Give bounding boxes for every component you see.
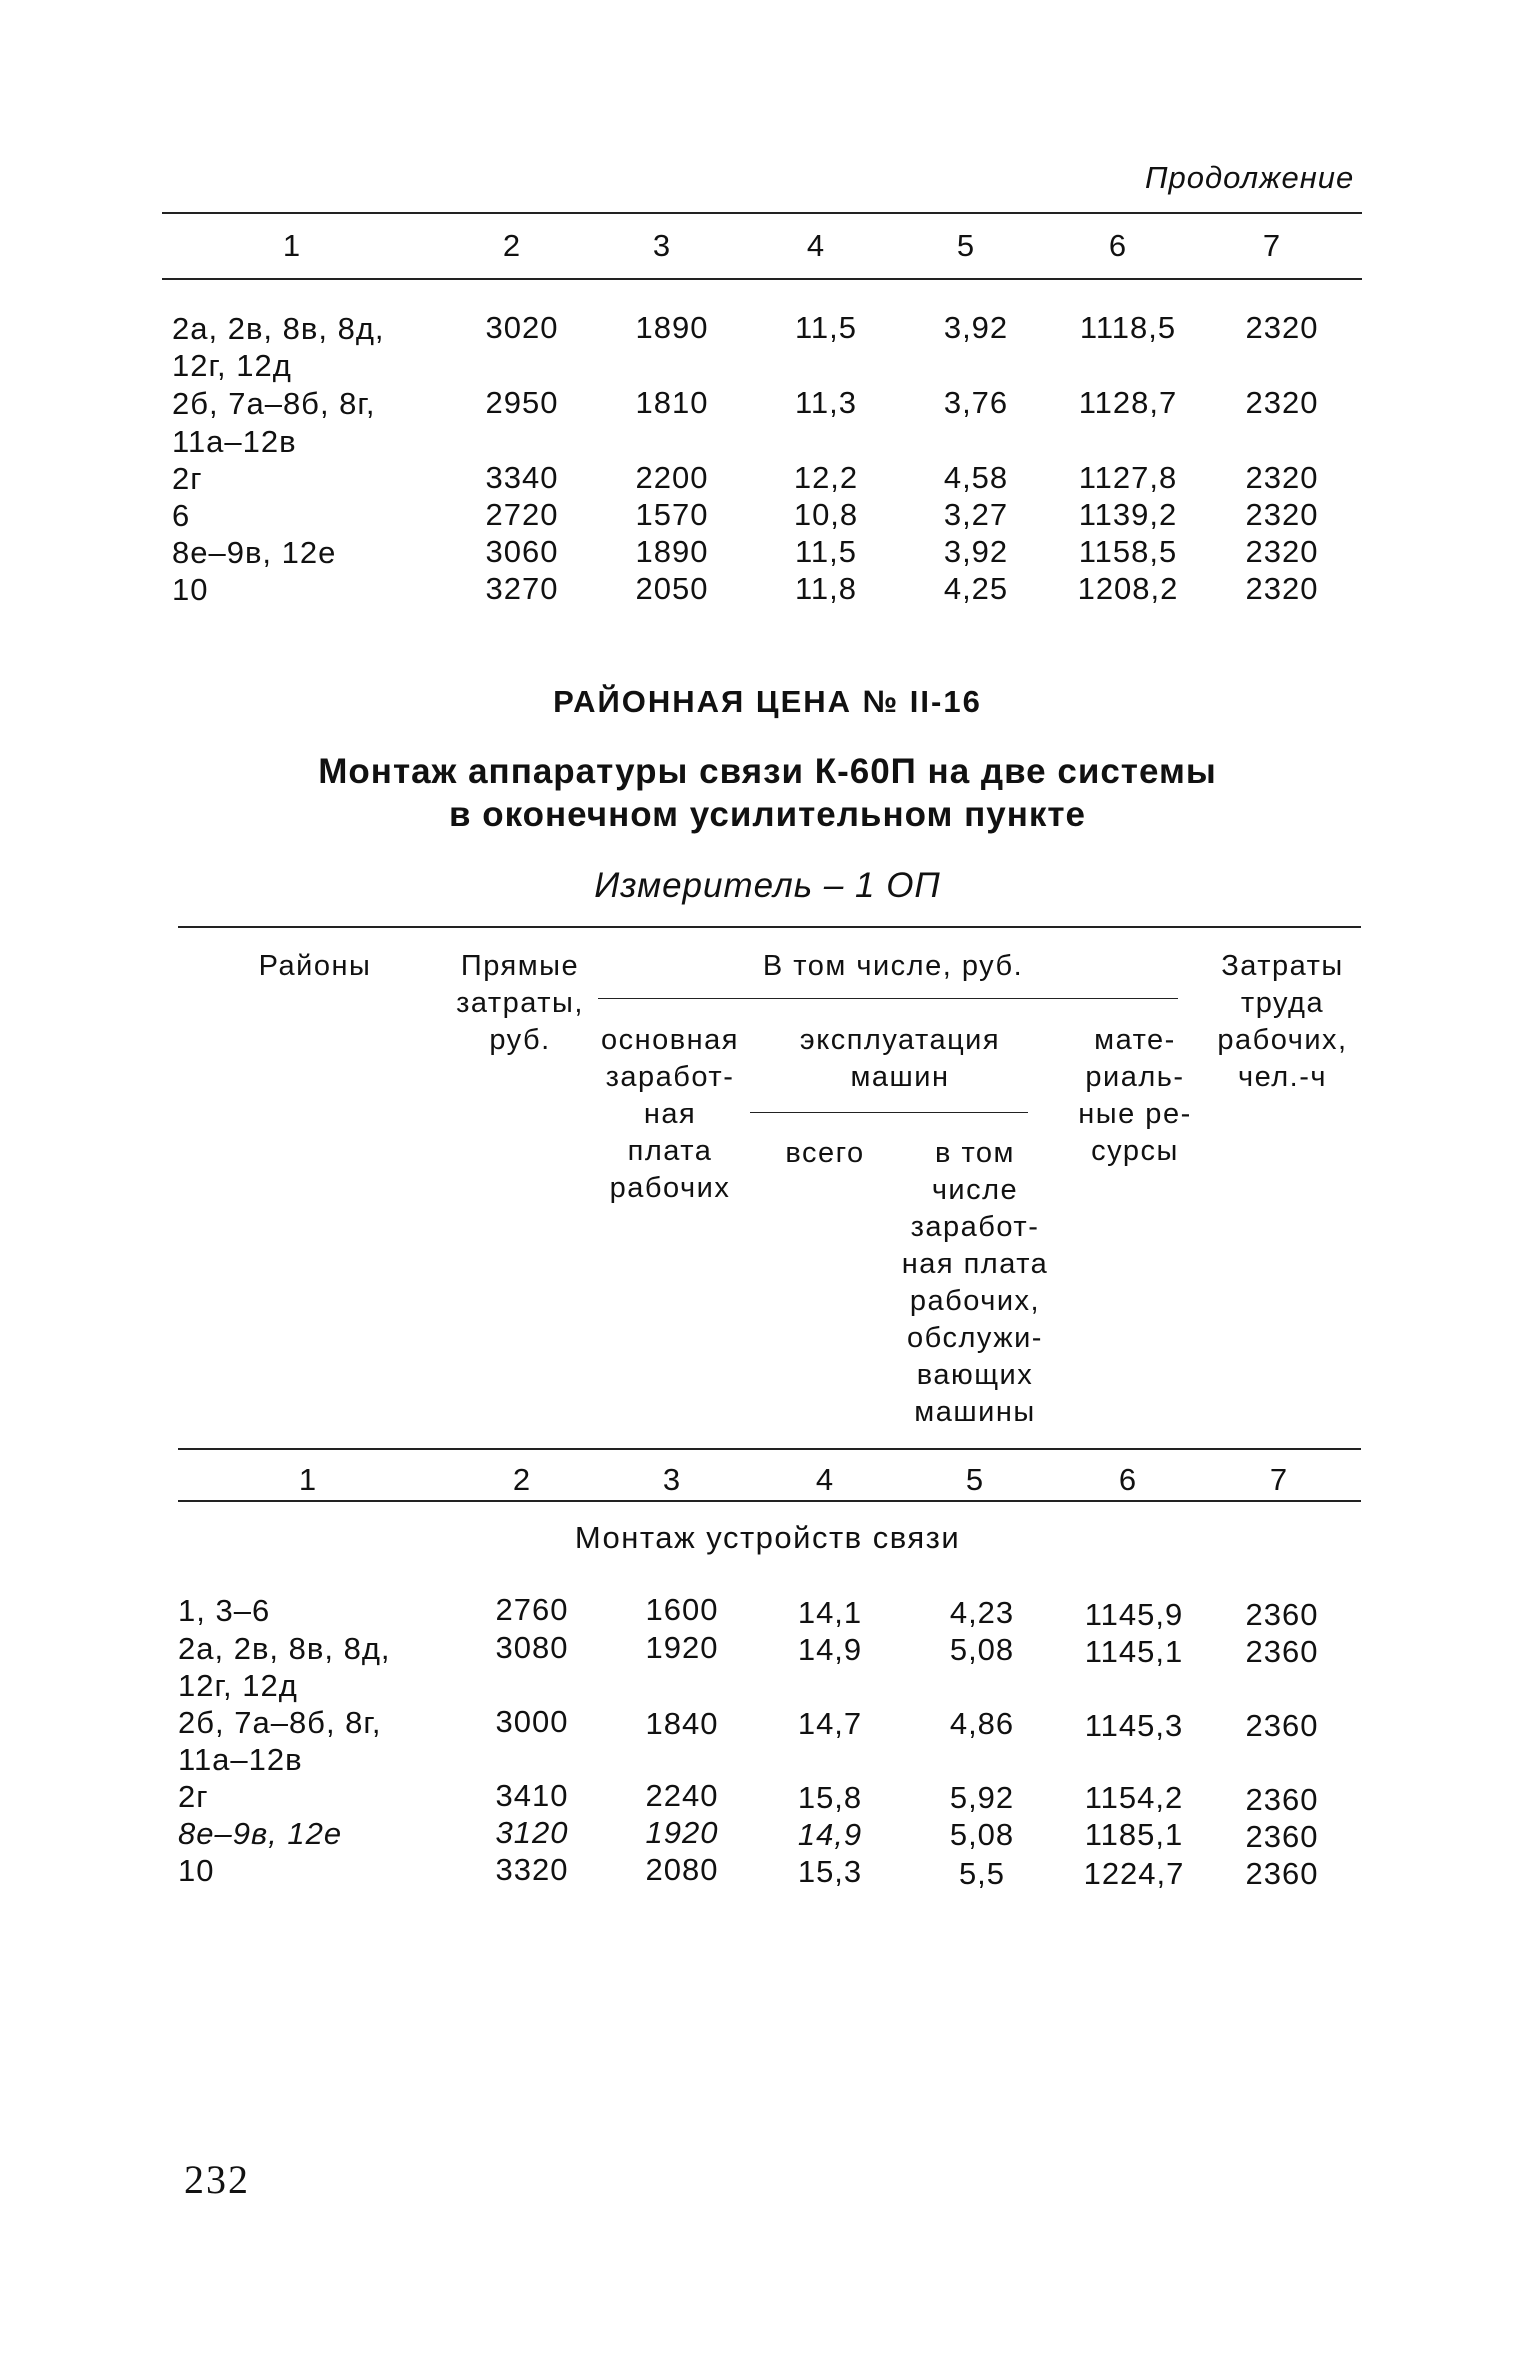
cell-labor: 2320 <box>1245 534 1319 569</box>
header-line: рабочих, <box>1217 1024 1348 1056</box>
row-region-line: 8е–9в, 12е <box>172 535 337 570</box>
cell-machines-total: 14,7 <box>797 1706 863 1741</box>
cell-machines-total: 15,8 <box>797 1780 863 1815</box>
cell-machines-wage: 5,5 <box>958 1856 1006 1891</box>
header-including: В том числе, руб. <box>762 950 1024 982</box>
row-region-line: 11а–12в <box>178 1742 303 1777</box>
row-region-line: 12г, 12д <box>172 348 292 383</box>
cell-base-wage: 1920 <box>645 1815 719 1850</box>
header-line: затраты, <box>456 987 584 1019</box>
bottom-table-rule-numbers <box>178 1500 1361 1502</box>
cell-labor: 2320 <box>1245 460 1319 495</box>
header-line: заработ- <box>605 1061 735 1093</box>
header-line: ная плата <box>901 1248 1049 1280</box>
cell-materials: 1118,5 <box>1079 310 1177 345</box>
cell-labor: 2360 <box>1245 1708 1319 1743</box>
cell-labor: 2360 <box>1245 1634 1319 1669</box>
header-line: руб. <box>489 1024 551 1056</box>
cell-materials: 1224,7 <box>1083 1856 1185 1891</box>
row-region-line: 2б, 7а–8б, 8г, <box>172 386 376 421</box>
top-table-rule-header <box>162 278 1362 280</box>
header-line: мате- <box>1094 1024 1176 1056</box>
top-col-num-1: 1 <box>282 228 302 263</box>
cell-labor: 2320 <box>1245 497 1319 532</box>
row-region-line: 2а, 2в, 8в, 8д, <box>178 1631 391 1666</box>
cell-machines-wage: 3,76 <box>943 385 1009 420</box>
header-line: сурсы <box>1091 1135 1179 1167</box>
bottom-col-num-5: 5 <box>965 1462 985 1497</box>
header-line: рабочих <box>609 1172 731 1204</box>
top-col-num-4: 4 <box>806 228 826 263</box>
row-region-line: 1, 3–6 <box>178 1593 271 1628</box>
cell-materials: 1127,8 <box>1078 460 1178 495</box>
cell-materials: 1185,1 <box>1084 1817 1184 1852</box>
header-rule-machines <box>750 1112 1028 1113</box>
cell-machines-wage: 5,08 <box>949 1817 1015 1852</box>
header-line: рабочих, <box>909 1285 1041 1317</box>
price-heading: РАЙОННАЯ ЦЕНА № II-16 <box>553 684 982 719</box>
cell-direct-costs: 3120 <box>495 1815 569 1850</box>
header-line: вающих <box>916 1359 1034 1391</box>
row-region-line: 10 <box>172 572 209 607</box>
header-line: числе <box>931 1174 1019 1206</box>
row-region-line: 2г <box>172 461 203 496</box>
bottom-col-num-7: 7 <box>1269 1462 1289 1497</box>
bottom-col-num-1: 1 <box>298 1462 318 1497</box>
header-line: машины <box>914 1396 1036 1428</box>
cell-labor: 2360 <box>1245 1819 1319 1854</box>
bottom-col-num-2: 2 <box>512 1462 532 1497</box>
row-region-line: 6 <box>172 498 191 533</box>
cell-materials: 1145,1 <box>1084 1634 1184 1669</box>
cell-direct-costs: 3060 <box>485 534 559 569</box>
cell-machines-total: 11,8 <box>794 571 858 606</box>
cell-base-wage: 1920 <box>645 1630 719 1665</box>
row-region-line: 8е–9в, 12е <box>178 1816 343 1851</box>
cell-materials: 1208,2 <box>1077 571 1179 606</box>
cell-machines-wage: 4,23 <box>949 1595 1015 1630</box>
cell-base-wage: 1890 <box>635 534 709 569</box>
cell-base-wage: 2200 <box>635 460 709 495</box>
top-col-num-2: 2 <box>502 228 522 263</box>
header-line: плата <box>627 1135 713 1167</box>
header-including-wage <box>885 1135 1065 1431</box>
cell-materials: 1145,9 <box>1084 1597 1184 1632</box>
cell-direct-costs: 3410 <box>495 1778 569 1813</box>
cell-machines-total: 14,9 <box>797 1817 863 1852</box>
cell-materials: 1145,3 <box>1084 1708 1184 1743</box>
header-line: ные ре- <box>1078 1098 1192 1130</box>
cell-labor: 2320 <box>1245 310 1319 345</box>
continuation-label: Продолжение <box>1145 160 1355 195</box>
header-materials <box>1060 1022 1210 1170</box>
bottom-col-num-4: 4 <box>815 1462 835 1497</box>
cell-machines-total: 11,5 <box>794 310 858 345</box>
cell-machines-total: 14,9 <box>797 1632 863 1667</box>
header-rule-including <box>598 998 1178 999</box>
cell-machines-wage: 3,92 <box>943 310 1009 345</box>
table-subheading: Монтаж устройств связи <box>574 1520 961 1555</box>
header-line: Затраты <box>1221 950 1344 982</box>
cell-labor: 2360 <box>1245 1782 1319 1817</box>
row-region-line: 2г <box>178 1779 209 1814</box>
header-line: эксплуатация <box>799 1024 1001 1056</box>
bottom-table-rule-header <box>178 1448 1361 1450</box>
row-region-line: 2а, 2в, 8в, 8д, <box>172 311 385 346</box>
cell-machines-wage: 5,92 <box>949 1780 1015 1815</box>
cell-base-wage: 2240 <box>645 1778 719 1813</box>
header-direct-costs <box>440 948 600 1059</box>
cell-labor: 2360 <box>1245 1856 1319 1891</box>
cell-machines-total: 10,8 <box>793 497 859 532</box>
cell-materials: 1139,2 <box>1078 497 1178 532</box>
cell-direct-costs: 3320 <box>495 1852 569 1887</box>
top-col-num-7: 7 <box>1262 228 1282 263</box>
header-line: Прямые <box>460 950 580 982</box>
header-base-wage <box>585 1022 755 1207</box>
row-region-line: 2б, 7а–8б, 8г, <box>178 1705 382 1740</box>
cell-machines-wage: 3,27 <box>943 497 1009 532</box>
header-line: ная <box>643 1098 697 1130</box>
cell-machines-wage: 4,58 <box>943 460 1009 495</box>
page-number: 232 <box>184 2157 250 2202</box>
row-region-line: 10 <box>178 1853 215 1888</box>
cell-base-wage: 1570 <box>635 497 709 532</box>
cell-labor: 2360 <box>1245 1597 1319 1632</box>
cell-direct-costs: 2950 <box>485 385 559 420</box>
top-col-num-6: 6 <box>1108 228 1128 263</box>
header-labor <box>1200 948 1365 1096</box>
header-line: в том <box>935 1137 1015 1169</box>
cell-machines-wage: 4,86 <box>949 1706 1015 1741</box>
cell-machines-wage: 5,08 <box>949 1632 1015 1667</box>
cell-machines-total: 11,5 <box>794 534 858 569</box>
cell-materials: 1154,2 <box>1084 1780 1184 1815</box>
cell-machines-total: 11,3 <box>794 385 858 420</box>
cell-direct-costs: 2720 <box>485 497 559 532</box>
header-total: всего <box>785 1137 865 1169</box>
cell-direct-costs: 3270 <box>485 571 559 606</box>
section-title-line2: в оконечном усилительном пункте <box>448 795 1086 834</box>
header-line: труда <box>1240 987 1325 1019</box>
cell-machines-wage: 4,25 <box>943 571 1009 606</box>
measure-unit: Измеритель – 1 ОП <box>594 866 941 905</box>
header-line: чел.-ч <box>1237 1061 1328 1093</box>
cell-base-wage: 1600 <box>645 1592 719 1627</box>
cell-direct-costs: 3340 <box>485 460 559 495</box>
bottom-col-num-6: 6 <box>1118 1462 1138 1497</box>
header-line: риаль- <box>1085 1061 1185 1093</box>
cell-direct-costs: 3080 <box>495 1630 569 1665</box>
cell-direct-costs: 3000 <box>495 1704 569 1739</box>
top-col-num-3: 3 <box>652 228 672 263</box>
cell-base-wage: 2050 <box>635 571 709 606</box>
row-region-line: 12г, 12д <box>178 1668 298 1703</box>
cell-labor: 2320 <box>1245 385 1319 420</box>
cell-direct-costs: 3020 <box>485 310 559 345</box>
cell-base-wage: 1890 <box>635 310 709 345</box>
bottom-table-rule-top <box>178 926 1361 928</box>
section-title-line1: Монтаж аппаратуры связи К-60П на две системы <box>318 752 1217 791</box>
cell-labor: 2320 <box>1245 571 1319 606</box>
bottom-col-num-3: 3 <box>662 1462 682 1497</box>
header-line: машин <box>850 1061 950 1093</box>
cell-machines-total: 12,2 <box>793 460 859 495</box>
top-col-num-5: 5 <box>956 228 976 263</box>
top-table-rule-top <box>162 212 1362 214</box>
cell-machines-total: 15,3 <box>797 1854 863 1889</box>
cell-direct-costs: 2760 <box>495 1592 569 1627</box>
header-line: обслужи- <box>907 1322 1043 1354</box>
cell-materials: 1158,5 <box>1078 534 1178 569</box>
cell-machines-total: 14,1 <box>797 1595 863 1630</box>
cell-materials: 1128,7 <box>1078 385 1178 420</box>
cell-base-wage: 2080 <box>645 1852 719 1887</box>
header-line: основная <box>600 1024 740 1056</box>
header-machine-operation <box>750 1022 1050 1096</box>
header-regions: Районы <box>258 950 372 982</box>
header-line: заработ- <box>910 1211 1040 1243</box>
row-region-line: 11а–12в <box>172 424 297 459</box>
cell-base-wage: 1840 <box>645 1706 719 1741</box>
cell-machines-wage: 3,92 <box>943 534 1009 569</box>
cell-base-wage: 1810 <box>635 385 709 420</box>
